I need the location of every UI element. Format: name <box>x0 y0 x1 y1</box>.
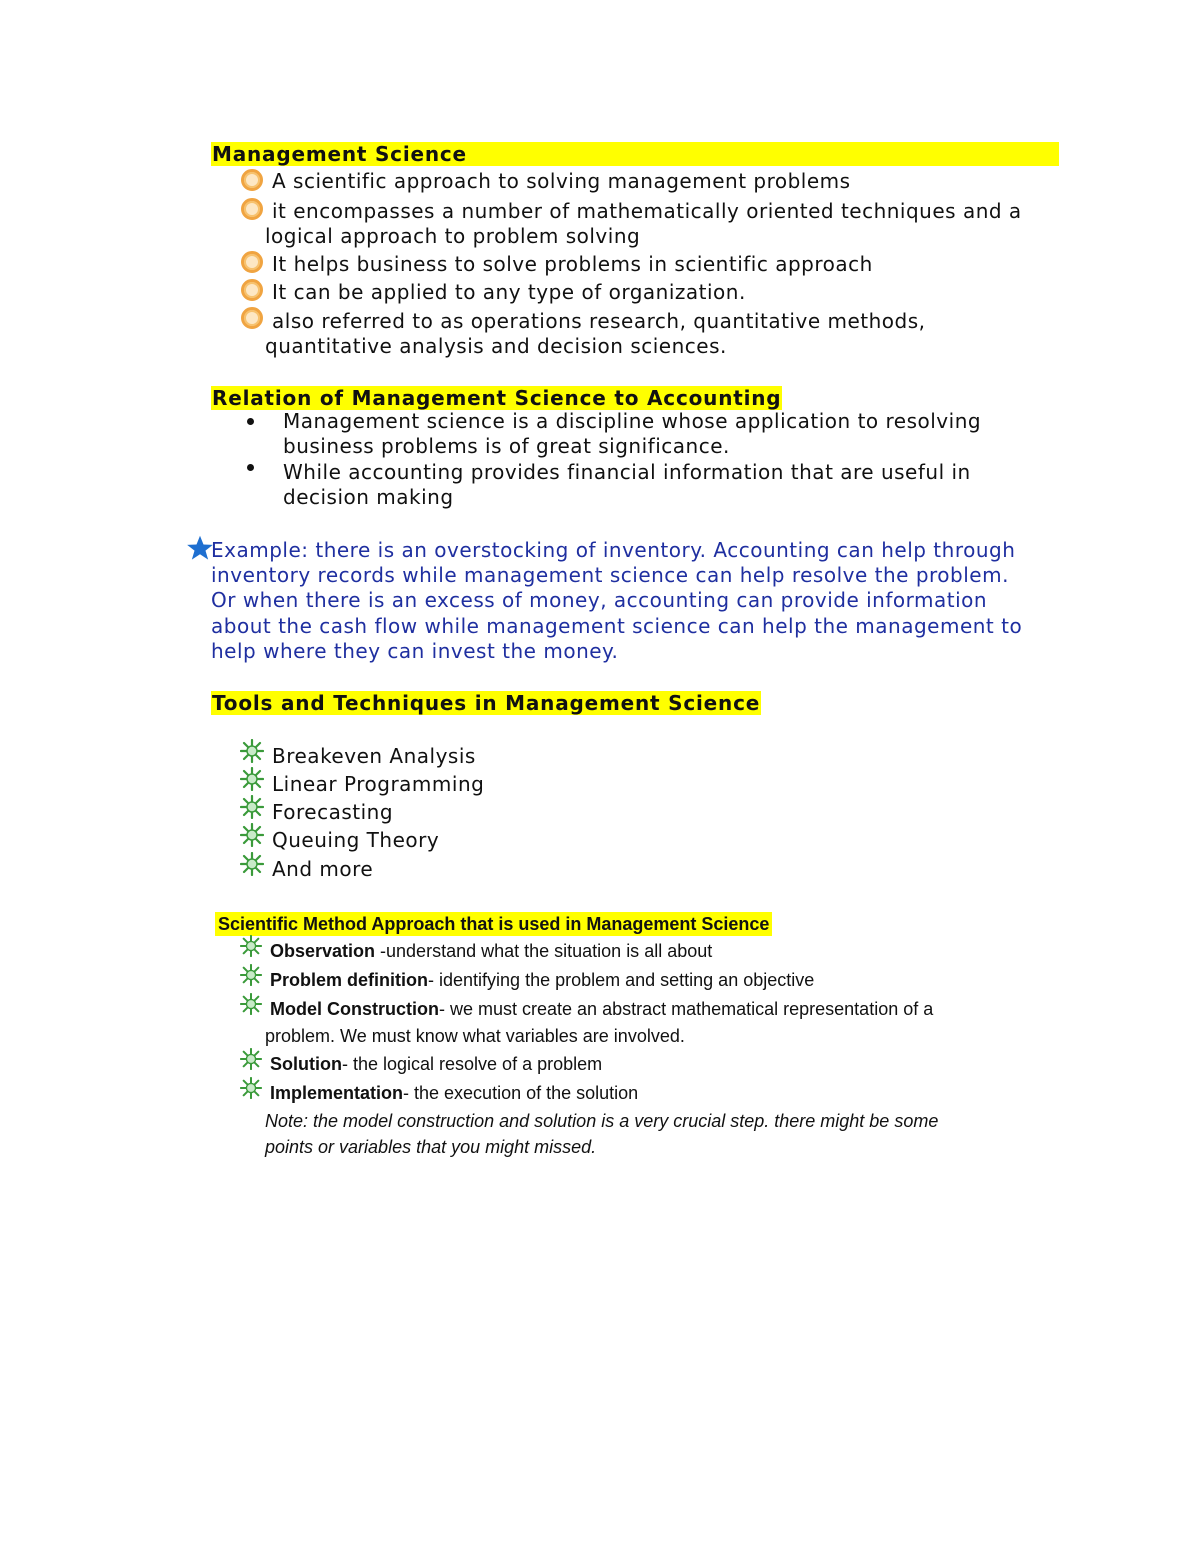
list-item: Linear Programming <box>272 772 485 796</box>
list-item: It can be applied to any type of organization. <box>272 280 746 304</box>
list-item-continuation: quantitative analysis and decision sciences. <box>265 334 727 358</box>
green-burst-icon <box>240 964 262 986</box>
note-line: points or variables that you might missed. <box>265 1137 597 1157</box>
step-continuation: problem. We must know what variables are involved. <box>265 1026 685 1046</box>
green-burst-icon <box>240 795 264 819</box>
step-term: Implementation <box>270 1083 404 1103</box>
list-item: Management science is a discipline whose application to resolving <box>283 409 982 433</box>
section-title-management-science: Management Science <box>211 142 1059 166</box>
list-item: And more <box>272 857 374 881</box>
bullet-dot-icon <box>247 464 254 471</box>
list-item: it encompasses a number of mathematically oriented techniques and a <box>272 199 1022 223</box>
step-term: Observation <box>270 941 376 961</box>
list-item: Forecasting <box>272 800 394 824</box>
list-item-continuation: decision making <box>283 485 454 509</box>
list-item: also referred to as operations research, quantitative methods, <box>272 309 926 333</box>
example-line: inventory records while management science can help resolve the problem. <box>211 563 1009 588</box>
green-burst-icon <box>240 739 264 763</box>
star-icon <box>186 534 214 562</box>
step-term: Model Construction <box>270 999 439 1019</box>
green-burst-icon <box>240 1077 262 1099</box>
example-line: about the cash flow while management science can help the management to <box>211 613 1023 638</box>
orange-ring-icon <box>241 198 263 220</box>
example-paragraph <box>211 538 1071 664</box>
orange-ring-icon <box>241 307 263 329</box>
list-item: Queuing Theory <box>272 828 440 852</box>
step-item <box>270 1051 602 1078</box>
orange-ring-icon <box>241 169 263 191</box>
step-item <box>270 996 933 1023</box>
list-item: While accounting provides financial information that are useful in <box>283 460 971 484</box>
list-item: A scientific approach to solving management problems <box>272 169 851 193</box>
bullet-dot-icon <box>247 418 254 425</box>
list-item-continuation: logical approach to problem solving <box>265 224 641 248</box>
green-burst-icon <box>240 823 264 847</box>
green-burst-icon <box>240 1048 262 1070</box>
step-item <box>270 938 712 965</box>
note-paragraph <box>265 1108 1025 1160</box>
green-burst-icon <box>240 767 264 791</box>
step-item <box>270 1080 638 1107</box>
step-term: Problem definition <box>270 970 429 990</box>
example-line: Example: there is an overstocking of inventory. Accounting can help through <box>211 538 1016 562</box>
step-item <box>270 967 814 994</box>
section-title-relation: Relation of Management Science to Accounting <box>212 386 782 410</box>
green-burst-icon <box>240 993 262 1015</box>
green-burst-icon <box>240 935 262 957</box>
section-title-scientific-method: Scientific Method Approach that is used in Management Science <box>215 912 772 936</box>
green-burst-icon <box>240 852 264 876</box>
list-item: It helps business to solve problems in scientific approach <box>272 252 873 276</box>
step-description: - the logical resolve of a problem <box>341 1054 603 1074</box>
step-description: - we must create an abstract mathematical representation of a <box>439 999 934 1019</box>
step-term: Solution <box>270 1054 342 1074</box>
section-title-tools: Tools and Techniques in Management Science <box>212 691 761 715</box>
list-item-continuation: business problems is of great significance. <box>283 434 730 458</box>
list-item: Breakeven Analysis <box>272 744 476 768</box>
step-description: - identifying the problem and setting an objective <box>428 970 815 990</box>
orange-ring-icon <box>241 251 263 273</box>
orange-ring-icon <box>241 279 263 301</box>
note-line: Note: the model construction and solution is a very crucial step. there might be some <box>265 1111 939 1131</box>
step-description: -understand what the situation is all about <box>375 941 713 961</box>
example-line: help where they can invest the money. <box>211 638 619 663</box>
step-description: - the execution of the solution <box>403 1083 639 1103</box>
example-line: Or when there is an excess of money, accounting can provide information <box>211 588 988 613</box>
